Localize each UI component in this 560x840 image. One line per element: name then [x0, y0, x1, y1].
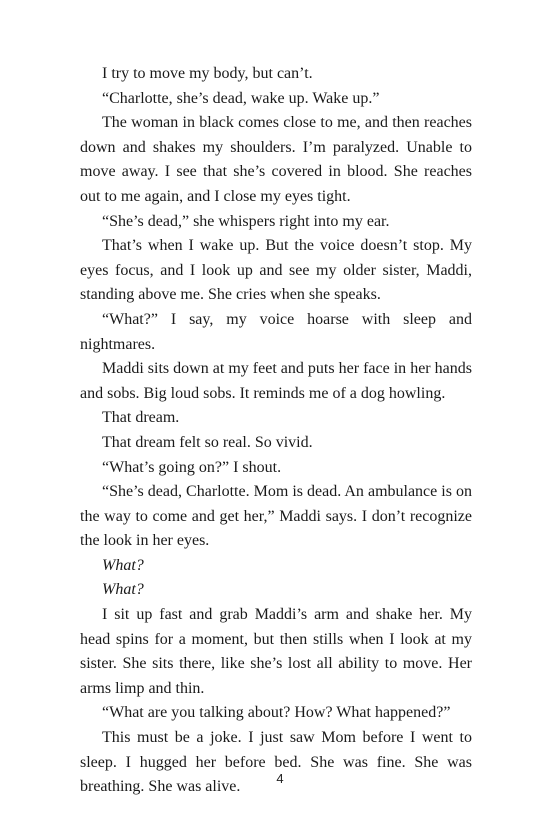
paragraph: “She’s dead,” she whispers right into my ear. [102, 212, 390, 230]
italic-paragraph: What? [102, 556, 144, 574]
paragraph: That’s when I wake up. But the voice doesn’t stop. My eyes focus, and I look up and see my older sister, Maddi, standing above me. She cries when she speaks. [80, 237, 472, 304]
page-body [80, 62, 472, 800]
paragraph: I sit up fast and grab Maddi’s arm and shake her. My head spins for a moment, but then stills when I look at my sister. She sits there, like she’s lost all ability to move. Her arms limp and thin. [80, 606, 472, 697]
paragraph: I try to move my body, but can’t. [102, 65, 313, 82]
paragraph: Maddi sits down at my feet and puts her face in her hands and sobs. Big loud sobs. It reminds me of a dog howling. [80, 360, 472, 402]
paragraph: That dream felt so real. So vivid. [102, 433, 313, 451]
paragraph: “What?” I say, my voice hoarse with sleep and nightmares. [80, 310, 472, 353]
paragraph: The woman in black comes close to me, and then reaches down and shakes my shoulders. I’m paralyzed. Unable to move away. I see that she’s covered in blood. She reaches out to me again, and I close my eyes tight. [80, 114, 472, 205]
paragraph: “What are you talking about? How? What happened?” [102, 704, 451, 722]
page-number: 4 [276, 771, 284, 786]
paragraph: “What’s going on?” I shout. [102, 458, 282, 476]
paragraph: That dream. [102, 409, 180, 427]
paragraph: This must be a joke. I just saw Mom before I went to sleep. I hugged her before bed. She was fine. She was breathing. She was alive. [80, 729, 472, 796]
paragraph: “Charlotte, she’s dead, wake up. Wake up.” [102, 89, 380, 107]
paragraph: “She’s dead, Charlotte. Mom is dead. An ambulance is on the way to come and get her,” Maddi says. I don’t recognize the look in her eyes. [80, 483, 472, 550]
italic-paragraph: What? [102, 581, 144, 599]
